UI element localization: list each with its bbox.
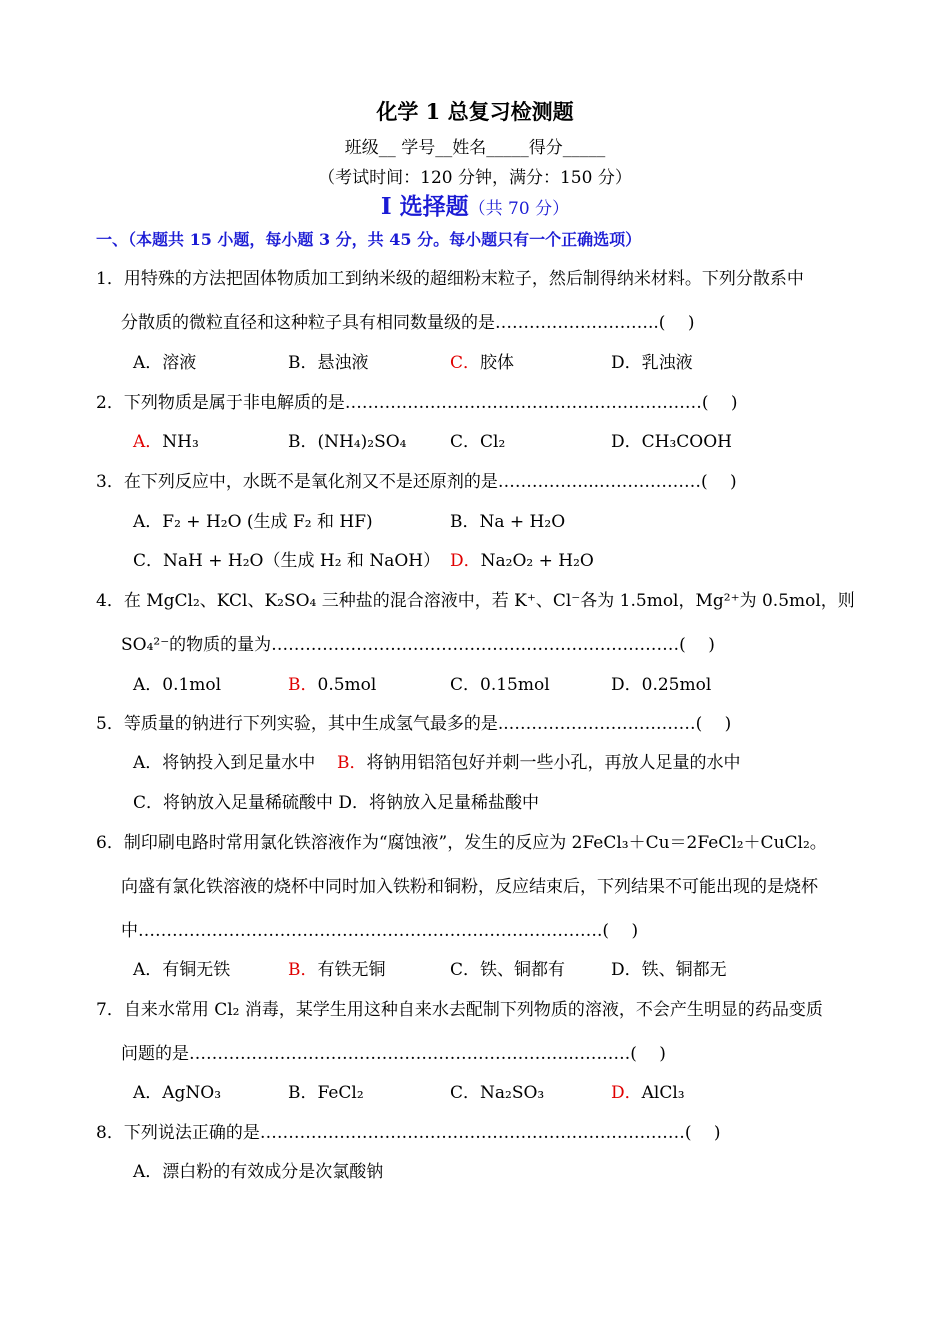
q5-option-b	[337, 752, 741, 774]
answer-mark: A．	[133, 432, 163, 452]
q4-stem-line1: 4．在 MgCl₂、KCl、K₂SO₄ 三种盐的混合溶液中，若 K⁺、Cl⁻各为 1.5mol，Mg²⁺为 0.5mol，则	[96, 591, 855, 611]
option-text: Na₂O₂ + H₂O	[480, 551, 594, 571]
q1-option-a: A．溶液	[133, 353, 197, 373]
q7-option-c: C．Na₂SO₃	[450, 1083, 545, 1103]
q3-option-d	[450, 550, 594, 572]
option-text: 胶体	[480, 353, 515, 373]
q4-option-b	[288, 674, 376, 696]
q4-option-a: A．0.1mol	[133, 675, 222, 695]
q1-stem-line1: 1．用特殊的方法把固体物质加工到纳米级的超细粉末粒子，然后制得纳米材料。下列分散系中	[96, 269, 804, 289]
option-text: AlCl₃	[641, 1083, 685, 1103]
q4-stem-line2: SO₄²⁻的物质的量为………………………………………………………………( )	[121, 635, 715, 655]
q2-option-b: B．(NH₄)₂SO₄	[288, 432, 407, 452]
q5-option-cd: C．将钠放入足量稀硫酸中 D．将钠放入足量稀盐酸中	[133, 793, 540, 813]
q1-option-d: D．乳浊液	[611, 353, 693, 373]
q3-option-b: B．Na + H₂O	[450, 512, 566, 532]
answer-mark: B．	[337, 753, 367, 773]
q2-option-a	[133, 431, 199, 453]
q7-option-b: B．FeCl₂	[288, 1083, 364, 1103]
q1-option-b: B．悬浊液	[288, 353, 369, 373]
q6-stem-line2: 向盛有氯化铁溶液的烧杯中同时加入铁粉和铜粉，反应结束后，下列结果不可能出现的是烧杯	[121, 877, 818, 897]
q2-stem: 2．下列物质是属于非电解质的是………………………………………………………( )	[96, 393, 738, 413]
part-instruction: 一、（本题共 15 小题，每小题 3 分，共 45 分。每小题只有一个正确选项）	[96, 230, 642, 249]
section-title: Ⅰ 选择题	[380, 193, 469, 220]
q7-option-d	[611, 1082, 685, 1104]
exam-time: （考试时间：120 分钟，满分：150 分）	[318, 168, 632, 188]
page-title: 化学 1 总复习检测题	[376, 99, 574, 124]
q2-option-d: D．CH₃COOH	[611, 432, 732, 452]
q7-option-a: A．AgNO₃	[133, 1083, 222, 1103]
q7-stem-line1: 7．自来水常用 Cl₂ 消毒，某学生用这种自来水去配制下列物质的溶液，不会产生明显的药品变质	[96, 1000, 823, 1020]
section-heading	[0, 193, 950, 220]
answer-mark: D．	[450, 551, 481, 571]
option-text: 0.5mol	[317, 675, 377, 695]
q7-stem-line2: 问题的是…………………………………………………………..……….( )	[121, 1044, 666, 1064]
q6-stem-line3: 中……………………………………………………………………….( )	[121, 921, 639, 941]
q3-option-a: A．F₂ + H₂O (生成 F₂ 和 HF)	[133, 512, 373, 532]
answer-mark: C．	[450, 353, 481, 373]
q1-stem-line2: 分散质的微粒直径和这种粒子具有相同数量级的是………………………..( )	[121, 313, 695, 333]
q1-option-c	[450, 352, 514, 374]
answer-mark: B．	[288, 960, 318, 980]
q6-option-c: C．铁、铜都有	[450, 960, 566, 980]
q6-stem-line1: 6．制印刷电路时常用氯化铁溶液作为“腐蚀液”，发生的反应为 2FeCl₃＋Cu＝2FeCl₂＋CuCl₂。	[96, 833, 827, 853]
q5-stem: 5．等质量的钠进行下列实验，其中生成氢气最多的是..……………………………( )	[96, 714, 732, 734]
answer-mark: D．	[611, 1083, 642, 1103]
answer-mark: B．	[288, 675, 318, 695]
q2-option-c: C．Cl₂	[450, 432, 506, 452]
option-text: 将钠用铝箔包好并刺一些小孔，再放人足量的水中	[366, 753, 741, 773]
q6-option-d: D．铁、铜都无	[611, 960, 727, 980]
q8-stem: 8．下列说法正确的是…………………………………………………………………( )	[96, 1123, 721, 1143]
q6-option-b	[288, 959, 386, 981]
section-points: （共 70 分）	[468, 199, 570, 219]
q8-option-a: A．漂白粉的有效成分是次氯酸钠	[133, 1162, 384, 1182]
option-text: NH₃	[162, 432, 199, 452]
q3-option-c: C．NaH + H₂O（生成 H₂ 和 NaOH）	[133, 551, 441, 571]
q4-option-d: D．0.25mol	[611, 675, 712, 695]
q3-stem: 3．在下列反应中，水既不是氧化剂又不是还原剂的是……………...………………( )	[96, 472, 737, 492]
q4-option-c: C．0.15mol	[450, 675, 550, 695]
q6-option-a: A．有铜无铁	[133, 960, 231, 980]
q5-option-a: A．将钠投入到足量水中	[133, 753, 316, 773]
option-text: 有铁无铜	[317, 960, 386, 980]
student-info-line: 班级__ 学号__姓名_____得分_____	[344, 138, 606, 158]
